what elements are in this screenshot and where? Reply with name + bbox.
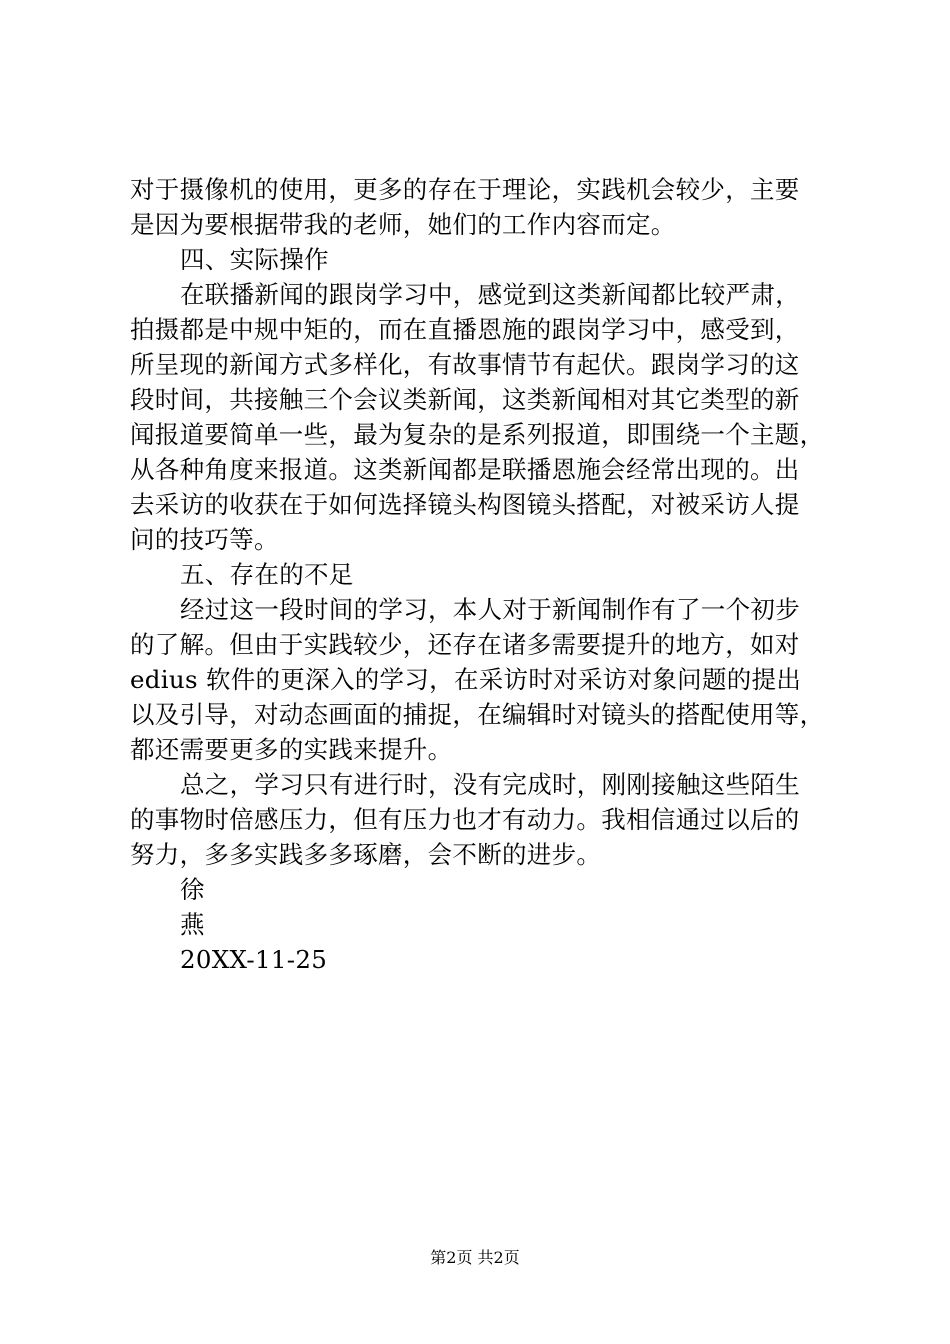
paragraph-line: 都还需要更多的实践来提升。	[130, 735, 453, 764]
section-heading: 五、存在的不足	[180, 560, 354, 589]
paragraph-line: 段时间，共接触三个会议类新闻，这类新闻相对其它类型的新	[130, 385, 800, 414]
paragraph-line: 的事物时倍感压力，但有压力也才有动力。我相信通过以后的	[130, 805, 800, 834]
document-body	[130, 172, 830, 977]
paragraph-line: edius 软件的更深入的学习，在采访时对采访对象问题的提出	[130, 665, 802, 694]
paragraph-line: 从各种角度来报道。这类新闻都是联播恩施会经常出现的。出	[130, 455, 800, 484]
paragraph-line: 对于摄像机的使用，更多的存在于理论，实践机会较少，主要	[130, 175, 800, 204]
date-line: 20XX-11-25	[180, 945, 328, 974]
paragraph-line: 经过这一段时间的学习，本人对于新闻制作有了一个初步	[180, 595, 800, 624]
section-heading: 四、实际操作	[180, 245, 329, 274]
paragraph-line: 所呈现的新闻方式多样化，有故事情节有起伏。跟岗学习的这	[130, 350, 800, 379]
paragraph-line: 拍摄都是中规中矩的，而在直播恩施的跟岗学习中，感受到，	[130, 315, 800, 344]
signature-line: 燕	[180, 910, 205, 939]
paragraph-line: 闻报道要简单一些，最为复杂的是系列报道，即围绕一个主题，	[130, 420, 825, 449]
paragraph-line: 以及引导，对动态画面的捕捉，在编辑时对镜头的搭配使用等，	[130, 700, 825, 729]
paragraph-line: 问的技巧等。	[130, 525, 279, 554]
paragraph-line: 总之，学习只有进行时，没有完成时，刚刚接触这些陌生	[180, 770, 800, 799]
paragraph-line: 去采访的收获在于如何选择镜头构图镜头搭配，对被采访人提	[130, 490, 800, 519]
signature-line: 徐	[180, 875, 205, 904]
paragraph-line: 努力，多多实践多多琢磨，会不断的进步。	[130, 840, 602, 869]
paragraph-line: 在联播新闻的跟岗学习中，感觉到这类新闻都比较严肃，	[180, 280, 800, 309]
page-number-footer: 第2页 共2页	[430, 1248, 520, 1267]
paragraph-line: 的了解。但由于实践较少，还存在诸多需要提升的地方，如对	[130, 630, 800, 659]
paragraph-line: 是因为要根据带我的老师，她们的工作内容而定。	[130, 210, 676, 239]
